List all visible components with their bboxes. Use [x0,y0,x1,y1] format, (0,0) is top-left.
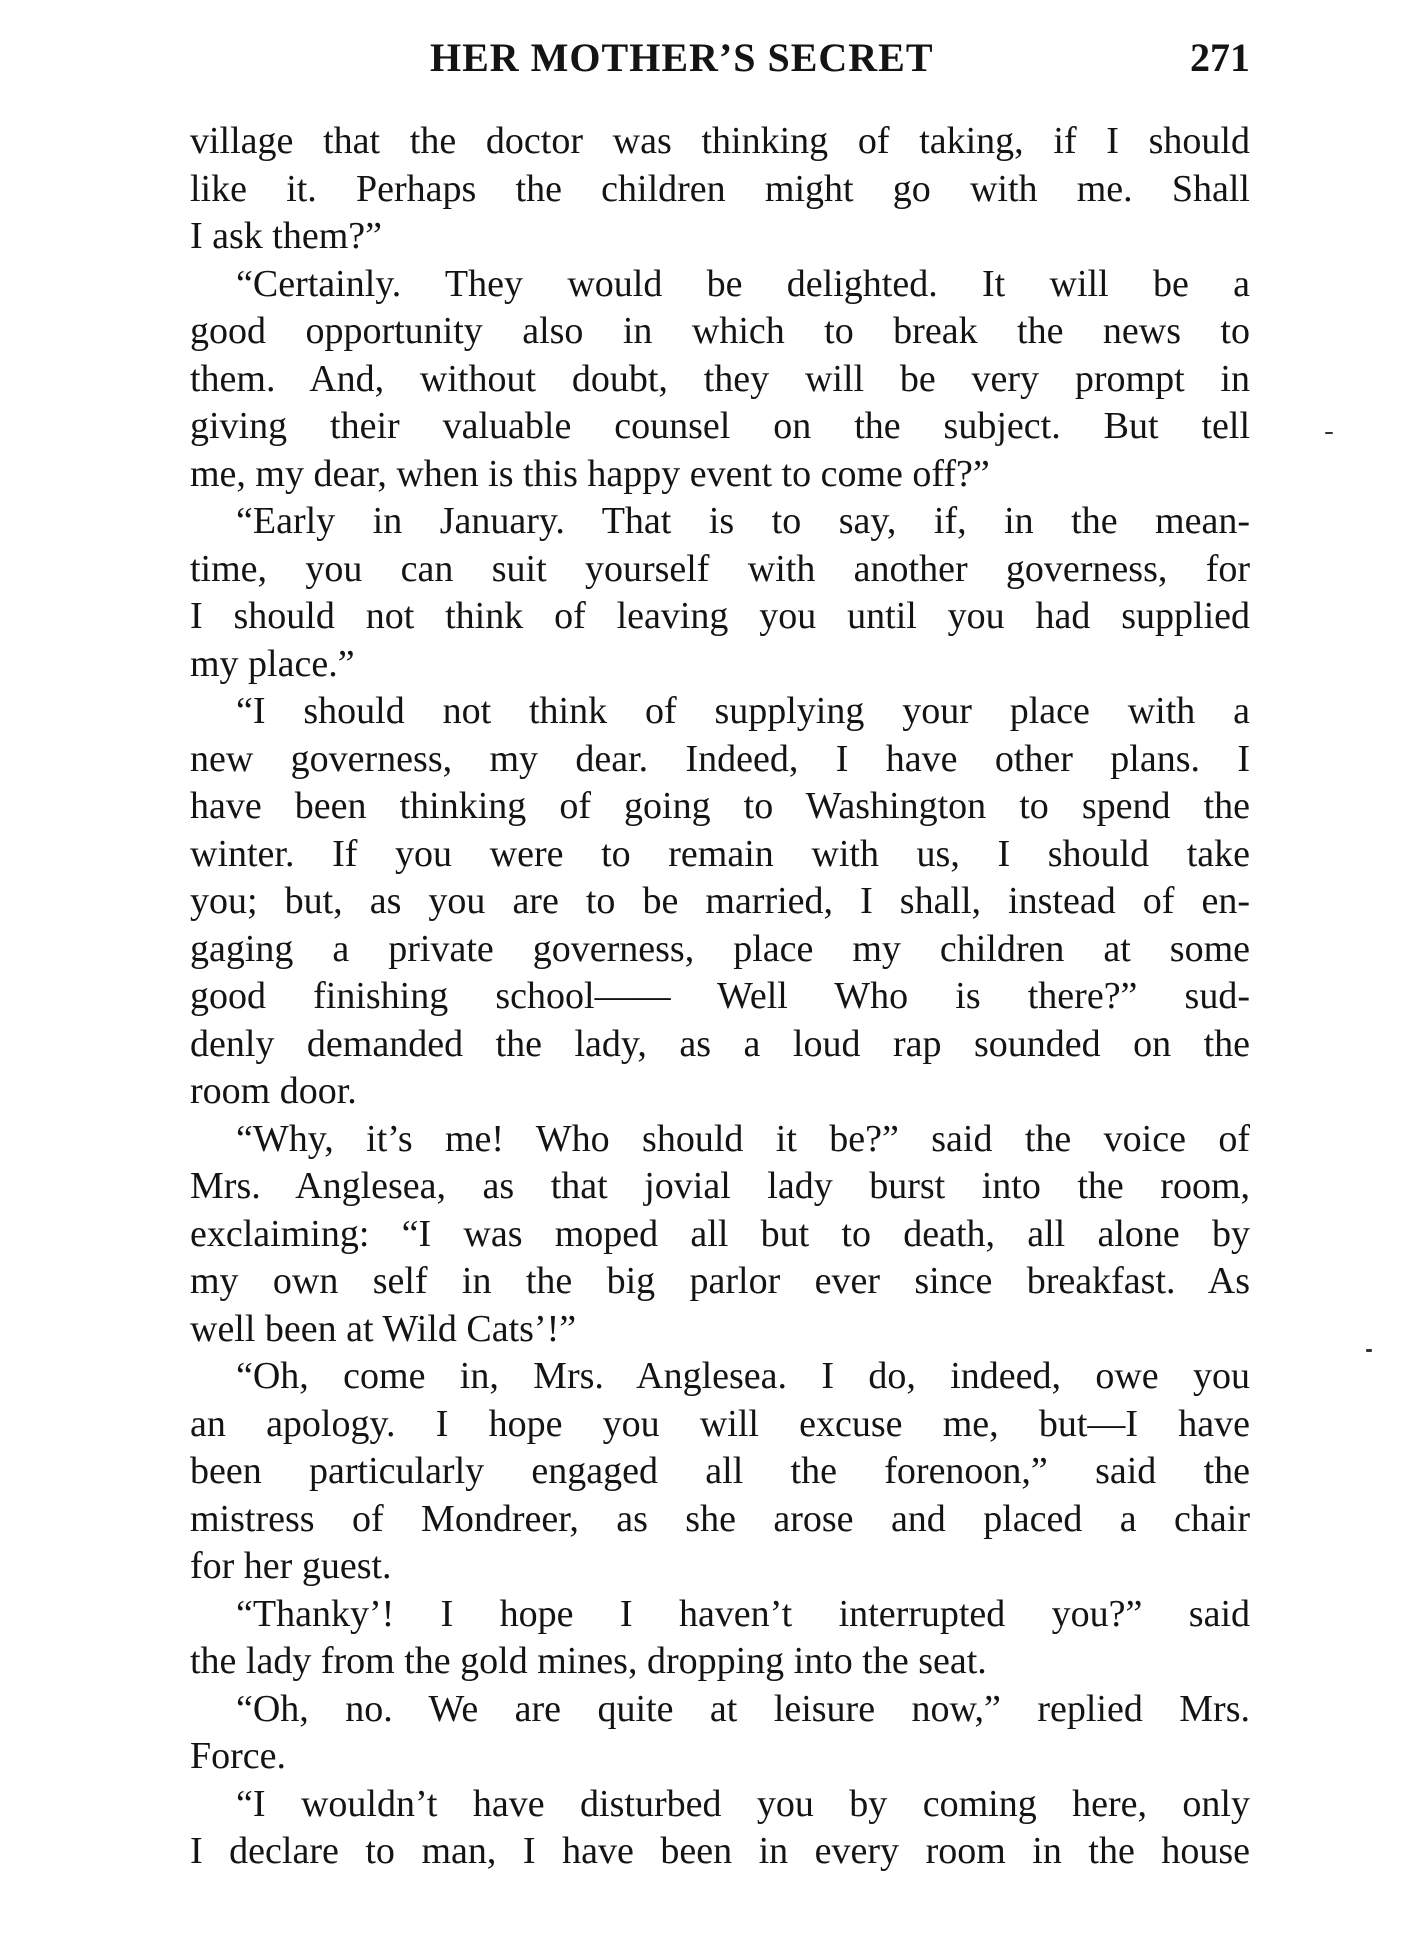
text-line: I should not think of leaving you until you had supplied [190,595,1250,637]
text-line: time, you can suit yourself with another governess, for [190,547,1250,590]
text-line: gaging a private governess, place my children at some [190,927,1250,970]
text-line: exclaiming: “I was moped all but to death, all alone by [190,1212,1250,1255]
text-line: “Thanky’! I hope I haven’t interrupted you?” said [236,1592,1250,1635]
text-line: an apology. I hope you will excuse me, but—I have [190,1402,1250,1445]
text-line: denly demanded the lady, as a loud rap sounded on the [190,1022,1250,1065]
page-header [190,28,1250,88]
text-line: well been at Wild Cats’!” [190,1307,577,1350]
text-line: for her guest. [190,1545,392,1587]
page-number: 271 [1190,35,1250,80]
text-line: been particularly engaged all the forenoon,” said the [190,1450,1250,1492]
text-line: them. And, without doubt, they will be very prompt in [190,357,1250,400]
text-line: new governess, my dear. Indeed, I have other plans. I [190,737,1250,780]
scan-speck [1366,1349,1372,1352]
text-line: room door. [190,1070,357,1112]
text-line: “I wouldn’t have disturbed you by coming here, only [236,1782,1250,1825]
text-line: Mrs. Anglesea, as that jovial lady burst into the room, [190,1165,1250,1207]
text-line: “Oh, come in, Mrs. Anglesea. I do, indeed, owe you [236,1355,1250,1397]
text-line: village that the doctor was thinking of taking, if I should [190,120,1250,162]
text-line: winter. If you were to remain with us, I should take [190,832,1250,875]
text-line: my own self in the big parlor ever since breakfast. As [190,1260,1250,1302]
text-line: mistress of Mondreer, as she arose and placed a chair [190,1497,1250,1540]
text-line: I ask them?” [190,215,383,257]
text-line: good finishing school—— Well Who is there?” sud- [190,975,1250,1017]
text-line: like it. Perhaps the children might go with me. Shall [190,167,1250,210]
text-line: have been thinking of going to Washington to spend the [190,785,1250,827]
scan-speck [1325,432,1333,434]
text-line: I declare to man, I have been in every room in the house [190,1830,1250,1872]
text-line: my place.” [190,642,355,685]
body-text [190,118,1250,1876]
text-line: giving their valuable counsel on the subject. But tell [190,405,1250,447]
text-line: “Early in January. That is to say, if, in the mean- [236,500,1250,542]
text-line: me, my dear, when is this happy event to come off?” [190,452,990,495]
running-title: HER MOTHER’S SECRET [430,35,934,80]
text-line: you; but, as you are to be married, I shall, instead of en- [190,880,1250,922]
text-line: good opportunity also in which to break the news to [190,310,1250,352]
text-line: the lady from the gold mines, dropping into the seat. [190,1640,987,1682]
text-line: “Certainly. They would be delighted. It will be a [236,262,1250,305]
text-line: Force. [190,1735,287,1777]
text-line: “I should not think of supplying your place with a [236,690,1250,732]
text-line: “Oh, no. We are quite at leisure now,” replied Mrs. [236,1687,1250,1730]
text-line: “Why, it’s me! Who should it be?” said the voice of [236,1117,1250,1160]
